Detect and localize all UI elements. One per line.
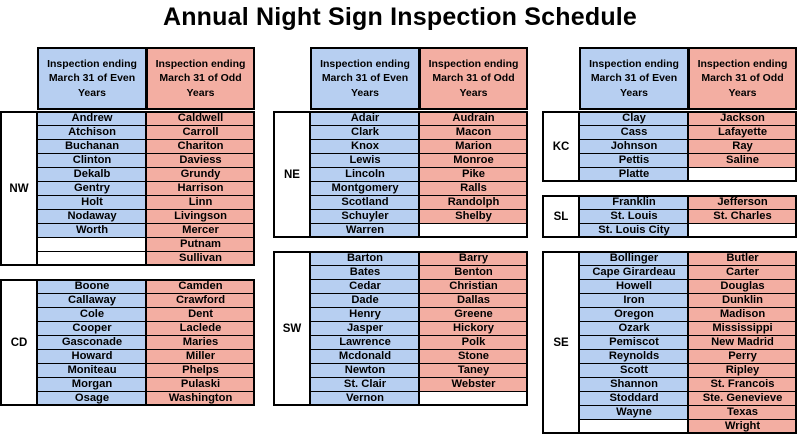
county-cell: Pettis [579, 153, 689, 168]
county-cell: St. Louis [579, 209, 689, 224]
county-cell: Shannon [579, 377, 689, 392]
county-cell: Barry [419, 251, 528, 266]
county-cell: Gasconade [37, 335, 147, 350]
header-odd-years: Inspection ending March 31 of Odd Years [146, 47, 255, 110]
county-cell: Polk [419, 335, 528, 350]
county-cell: Adair [310, 111, 420, 126]
county-cell: Lincoln [310, 167, 420, 182]
header-even-years: Inspection ending March 31 of Even Years [37, 47, 147, 110]
county-cell: Putnam [146, 237, 255, 252]
county-cell: Oregon [579, 307, 689, 322]
county-cell: Gentry [37, 181, 147, 196]
county-cell: Osage [37, 391, 147, 406]
county-cell: St. Charles [688, 209, 797, 224]
county-cell: Buchanan [37, 139, 147, 154]
county-cell: Maries [146, 335, 255, 350]
county-cell: Carroll [146, 125, 255, 140]
empty-cell [688, 167, 797, 182]
county-cell: Warren [310, 223, 420, 238]
county-cell: Daviess [146, 153, 255, 168]
county-cell: Newton [310, 363, 420, 378]
county-cell: Madison [688, 307, 797, 322]
county-cell: Monroe [419, 153, 528, 168]
county-cell: Dent [146, 307, 255, 322]
empty-cell [419, 391, 528, 406]
region-label-kc: KC [542, 111, 580, 182]
county-cell: Washington [146, 391, 255, 406]
county-cell: Jackson [688, 111, 797, 126]
county-cell: Clinton [37, 153, 147, 168]
county-cell: Pulaski [146, 377, 255, 392]
column-divider [687, 195, 689, 238]
column-divider [687, 111, 689, 182]
county-cell: Hickory [419, 321, 528, 336]
county-cell: Carter [688, 265, 797, 280]
county-cell: Saline [688, 153, 797, 168]
county-cell: Clark [310, 125, 420, 140]
county-cell: St. Louis City [579, 223, 689, 238]
county-cell: Mcdonald [310, 349, 420, 364]
county-cell: Linn [146, 195, 255, 210]
county-cell: Crawford [146, 293, 255, 308]
county-cell: Knox [310, 139, 420, 154]
column-divider [418, 251, 420, 406]
county-cell: Ripley [688, 363, 797, 378]
county-cell: Callaway [37, 293, 147, 308]
county-cell: Stoddard [579, 391, 689, 406]
county-cell: Johnson [579, 139, 689, 154]
county-cell: Christian [419, 279, 528, 294]
county-cell: Cooper [37, 321, 147, 336]
county-cell: Dunklin [688, 293, 797, 308]
column-divider [687, 251, 689, 434]
county-cell: Shelby [419, 209, 528, 224]
column-divider [418, 111, 420, 238]
empty-cell [37, 251, 147, 266]
county-cell: Morgan [37, 377, 147, 392]
county-cell: Nodaway [37, 209, 147, 224]
county-cell: Howell [579, 279, 689, 294]
county-cell: Sullivan [146, 251, 255, 266]
empty-cell [419, 223, 528, 238]
county-cell: Audrain [419, 111, 528, 126]
header-even-years: Inspection ending March 31 of Even Years [310, 47, 420, 110]
county-cell: Harrison [146, 181, 255, 196]
county-cell: Howard [37, 349, 147, 364]
county-cell: Scotland [310, 195, 420, 210]
county-cell: Mississippi [688, 321, 797, 336]
county-cell: Cole [37, 307, 147, 322]
header-even-years: Inspection ending March 31 of Even Years [579, 47, 689, 110]
county-cell: Ozark [579, 321, 689, 336]
county-cell: Reynolds [579, 349, 689, 364]
county-cell: Randolph [419, 195, 528, 210]
county-cell: Iron [579, 293, 689, 308]
county-cell: Douglas [688, 279, 797, 294]
column-divider [145, 279, 147, 406]
county-cell: Clay [579, 111, 689, 126]
county-cell: Henry [310, 307, 420, 322]
region-label-sw: SW [273, 251, 311, 406]
county-cell: Webster [419, 377, 528, 392]
county-cell: Atchison [37, 125, 147, 140]
county-cell: Dade [310, 293, 420, 308]
county-cell: Miller [146, 349, 255, 364]
county-cell: Wayne [579, 405, 689, 420]
county-cell: Butler [688, 251, 797, 266]
county-cell: Platte [579, 167, 689, 182]
county-cell: Lewis [310, 153, 420, 168]
county-cell: St. Clair [310, 377, 420, 392]
county-cell: Perry [688, 349, 797, 364]
county-cell: New Madrid [688, 335, 797, 350]
empty-cell [579, 419, 689, 434]
region-label-cd: CD [0, 279, 38, 406]
county-cell: Lawrence [310, 335, 420, 350]
county-cell: Camden [146, 279, 255, 294]
county-cell: Andrew [37, 111, 147, 126]
county-cell: Wright [688, 419, 797, 434]
column-divider [145, 111, 147, 266]
region-label-sl: SL [542, 195, 580, 238]
county-cell: Bates [310, 265, 420, 280]
county-cell: Barton [310, 251, 420, 266]
county-cell: Vernon [310, 391, 420, 406]
county-cell: Livingson [146, 209, 255, 224]
header-odd-years: Inspection ending March 31 of Odd Years [419, 47, 528, 110]
region-label-se: SE [542, 251, 580, 434]
empty-cell [688, 223, 797, 238]
county-cell: Lafayette [688, 125, 797, 140]
county-cell: Cass [579, 125, 689, 140]
county-cell: Bollinger [579, 251, 689, 266]
county-cell: Pike [419, 167, 528, 182]
county-cell: Grundy [146, 167, 255, 182]
county-cell: Dallas [419, 293, 528, 308]
county-cell: Cape Girardeau [579, 265, 689, 280]
empty-cell [37, 237, 147, 252]
county-cell: Boone [37, 279, 147, 294]
county-cell: Ralls [419, 181, 528, 196]
county-cell: Jefferson [688, 195, 797, 210]
county-cell: Ste. Genevieve [688, 391, 797, 406]
county-cell: Laclede [146, 321, 255, 336]
county-cell: Texas [688, 405, 797, 420]
county-cell: Franklin [579, 195, 689, 210]
county-cell: Scott [579, 363, 689, 378]
county-cell: Pemiscot [579, 335, 689, 350]
county-cell: Schuyler [310, 209, 420, 224]
county-cell: Cedar [310, 279, 420, 294]
county-cell: Worth [37, 223, 147, 238]
page-title: Annual Night Sign Inspection Schedule [162, 3, 638, 31]
county-cell: Taney [419, 363, 528, 378]
county-cell: Montgomery [310, 181, 420, 196]
county-cell: Mercer [146, 223, 255, 238]
county-cell: Marion [419, 139, 528, 154]
header-odd-years: Inspection ending March 31 of Odd Years [688, 47, 797, 110]
county-cell: Macon [419, 125, 528, 140]
county-cell: Caldwell [146, 111, 255, 126]
county-cell: Phelps [146, 363, 255, 378]
region-label-ne: NE [273, 111, 311, 238]
county-cell: Chariton [146, 139, 255, 154]
county-cell: Moniteau [37, 363, 147, 378]
county-cell: St. Francois [688, 377, 797, 392]
county-cell: Holt [37, 195, 147, 210]
region-label-nw: NW [0, 111, 38, 266]
county-cell: Greene [419, 307, 528, 322]
county-cell: Dekalb [37, 167, 147, 182]
county-cell: Jasper [310, 321, 420, 336]
county-cell: Ray [688, 139, 797, 154]
county-cell: Benton [419, 265, 528, 280]
county-cell: Stone [419, 349, 528, 364]
